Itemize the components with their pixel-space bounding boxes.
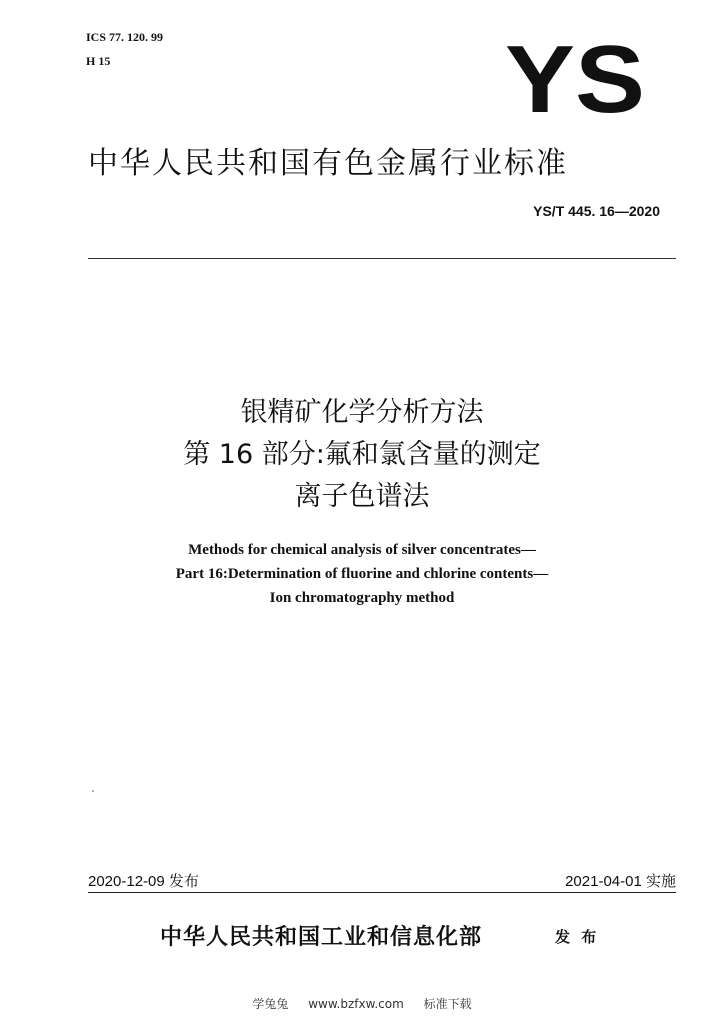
implementation-date: 2021-04-01 实施 (565, 873, 676, 890)
footer-site-desc: 标准下载 (423, 997, 472, 1011)
watermark-footer (0, 995, 724, 1012)
issuing-ministry: 中华人民共和国工业和信息化部 (160, 924, 483, 950)
footer-site-url[interactable]: www.bzfxw.com (308, 997, 404, 1011)
ys-logo-text: YS (505, 32, 645, 122)
ys-logo (500, 32, 650, 122)
issue-date: 2020-12-09 发布 (88, 873, 199, 890)
header-divider (88, 258, 676, 259)
footer-divider (88, 892, 676, 893)
ics-code: ICS 77. 120. 99 (86, 30, 164, 44)
title-en-line2: Part 16:Determination of fluorine and chlorine contents— (175, 566, 549, 582)
title-en-line1: Methods for chemical analysis of silver concentrates— (188, 542, 536, 558)
footer-site-name: 学兔兔 (252, 997, 289, 1011)
title-cn-line2: 第 16 部分:氟和氯含量的测定 (183, 439, 541, 470)
title-cn-line1: 银精矿化学分析方法 (240, 397, 484, 428)
title-cn-line3: 离子色谱法 (294, 481, 430, 512)
title-en-line3: Ion chromatography method (269, 590, 455, 606)
speck-mark (92, 790, 94, 792)
standard-number: YS/T 445. 16—2020 (533, 203, 660, 219)
industry-standard-title: 中华人民共和国有色金属行业标准 (88, 146, 568, 181)
ccs-code: H 15 (86, 54, 111, 68)
publish-label: 发 布 (555, 928, 600, 946)
